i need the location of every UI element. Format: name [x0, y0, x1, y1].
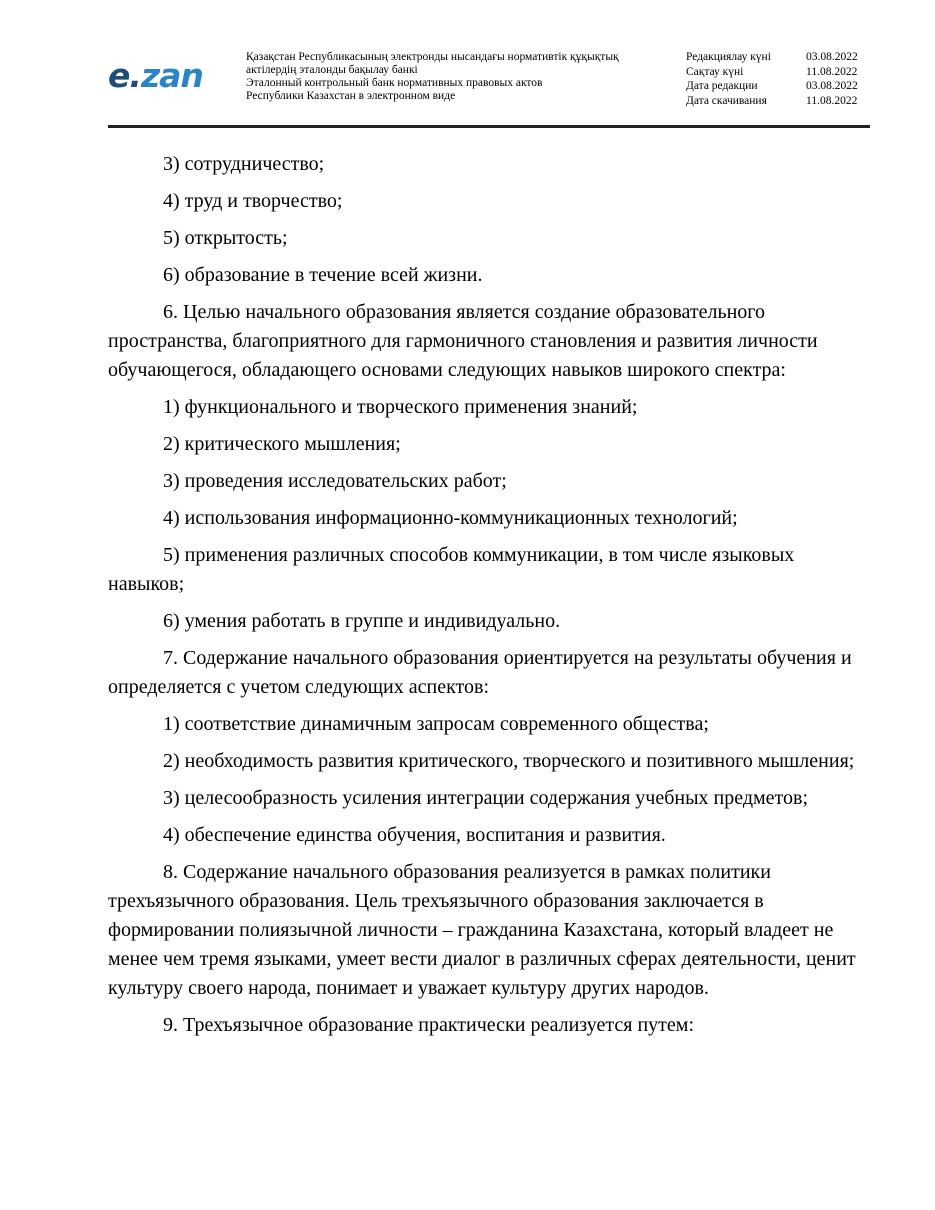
list-item: 5) применения различных способов коммуникации, в том числе языковых навыков;	[108, 544, 795, 595]
document-body	[108, 150, 868, 1048]
list-item: 1) соответствие динамичным запросам современного общества;	[163, 713, 709, 735]
list-item: 2) критического мышления;	[163, 433, 401, 455]
list-item: 6) образование в течение всей жизни.	[163, 264, 483, 286]
list-item: 3) целесообразность усиления интеграции содержания учебных предметов;	[163, 787, 809, 809]
bank-title-line: Республики Казахстан в электронном виде	[246, 90, 456, 102]
meta-label: Дата скачивания	[686, 94, 767, 107]
meta-value: 11.08.2022	[806, 65, 858, 78]
list-item: 2) необходимость развития критического, творческого и позитивного мышления;	[163, 750, 855, 772]
list-item: 3) сотрудничество;	[163, 153, 325, 175]
meta-row-edit-date-ru	[686, 79, 870, 94]
page-header	[108, 48, 870, 128]
bank-title-line: Эталонный контрольный банк нормативных правовых актов	[246, 77, 543, 89]
bank-title	[246, 51, 666, 103]
ezan-logo[interactable]	[108, 56, 228, 96]
clause-paragraph: 7. Содержание начального образования ориентируется на результаты обучения и определяется с учетом следующих аспектов:	[108, 647, 852, 698]
list-item: 1) функционального и творческого применения знаний;	[163, 396, 638, 418]
list-item: 4) труд и творчество;	[163, 190, 343, 212]
meta-label: Сақтау күні	[686, 65, 744, 78]
list-item: 5) открытость;	[163, 227, 288, 249]
header-divider	[108, 125, 870, 128]
edition-dates	[686, 50, 870, 108]
meta-label: Редакциялау күні	[686, 51, 771, 63]
meta-label: Дата редакции	[686, 80, 758, 92]
meta-row-download-date-ru	[686, 94, 870, 109]
meta-row-edit-date-kz	[686, 50, 870, 65]
bank-title-line: Қазақстан Республикасының электронды нысандағы нормативтік құқықтық	[246, 51, 619, 63]
meta-value: 11.08.2022	[806, 94, 858, 107]
list-item: 4) использования информационно-коммуникационных технологий;	[163, 507, 738, 529]
list-item: 4) обеспечение единства обучения, воспитания и развития.	[163, 824, 666, 846]
bank-title-line: актілердің эталонды бақылау банкі	[246, 64, 418, 76]
clause-paragraph: 8. Содержание начального образования реализуется в рамках политики трехъязычного образования. Цель трехъязычного образования заключается в формировании полиязычной личности – гражданина Казахстана, который владеет не менее чем тремя языками, умеет вести диалог в различных сферах деятельности, ценит культуру своего народа, понимает и уважает культуру других народов.	[108, 861, 856, 999]
meta-value: 03.08.2022	[806, 51, 858, 63]
meta-value: 03.08.2022	[806, 80, 858, 92]
list-item: 6) умения работать в группе и индивидуально.	[163, 610, 561, 632]
meta-row-save-date-kz	[686, 65, 870, 80]
clause-paragraph: 6. Целью начального образования является создание образовательного пространства, благоприятного для гармоничного становления и развития личности обучающегося, обладающего основами следующих навыков широкого спектра:	[108, 301, 818, 381]
logo-wordmark: e.zan	[108, 56, 203, 95]
clause-paragraph: 9. Трехъязычное образование практически реализуется путем:	[163, 1014, 694, 1036]
list-item: 3) проведения исследовательских работ;	[163, 470, 507, 492]
